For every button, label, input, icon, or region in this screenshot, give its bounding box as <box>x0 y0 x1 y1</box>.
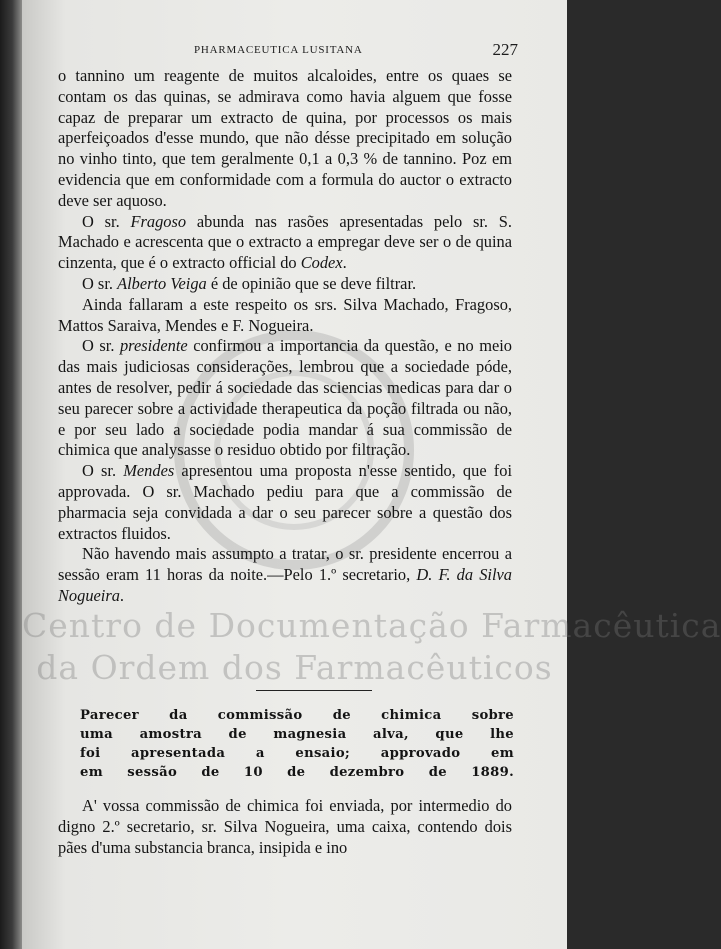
page-header <box>58 40 518 60</box>
running-title: PHARMACEUTICA LUSITANA <box>194 44 363 56</box>
body-text <box>58 66 512 607</box>
paragraph-2 <box>58 212 512 274</box>
watermark-line-2: da Ordem dos Farmacêuticos <box>36 648 553 687</box>
section-paragraph-1: A' vossa commissão de chimica foi enviada, por intermedio do digno 2.º secretario, sr. Silva Nogueira, uma caixa, contendo dois pães d'uma substancia branca, insipida e ino <box>58 796 512 857</box>
paragraph-7 <box>58 544 512 606</box>
paragraph-3 <box>58 274 512 295</box>
scan-binding-edge <box>0 0 22 949</box>
paragraph-3-text-b: é de opinião que se deve filtrar. <box>206 273 417 293</box>
speaker-name-mendes: Mendes <box>123 461 175 481</box>
codex-title: Codex <box>300 253 343 273</box>
paragraph-7-text-b: . <box>119 585 125 605</box>
paragraph-1: o tannino um reagente de muitos alcaloides, entre os quaes se contam os das quinas, se admirava como havia alguem que fosse capaz de preparar um extracto de quina, por processos os mais aperfeiçoados d'esse mundo, que não désse precipitado em solução no vinho tinto, que tem geralmente 0,1 a 0,3 % de tannino. Poz em evidencia que em conformidade com a formula do auctor o extracto deve ser aquoso. <box>58 66 512 210</box>
section-body <box>58 796 512 858</box>
watermark-line-1: Centro de Documentação Farmacêutica <box>22 606 721 645</box>
section-heading <box>80 706 514 782</box>
section-heading-line-2: uma amostra de magnesia alva, que lhe <box>80 727 514 742</box>
page-number: 227 <box>492 40 518 59</box>
section-heading-line-4: em sessão de 10 de dezembro de 1889. <box>80 765 514 780</box>
paragraph-6 <box>58 461 512 544</box>
paragraph-2-text-a: O sr. <box>82 211 131 231</box>
section-heading-line-3: foi apresentada a ensaio; approvado em <box>80 746 514 761</box>
section-divider <box>256 690 372 691</box>
paragraph-7-text-a: Não havendo mais assumpto a tratar, o sr. presidente encerrou a sessão eram 11 horas da noite.—Pelo 1.º secretario, <box>58 544 512 585</box>
paragraph-5 <box>58 336 512 461</box>
paragraph-3-text-a: O sr. <box>82 273 118 293</box>
section-heading-line-1: Parecer da commissão de chimica sobre <box>80 708 514 723</box>
paragraph-5-text-a: O sr. <box>82 336 120 356</box>
speaker-name-presidente: presidente <box>119 336 188 356</box>
paragraph-6-text-b: apresentou uma proposta n'esse sentido, que foi approvada. O sr. Machado pediu para que a commissão de pharmacia seja convidada a dar o seu parecer sobre a questão dos extractos fluidos. <box>58 461 512 543</box>
paragraph-2-text-c: . <box>342 253 347 273</box>
speaker-name-veiga: Alberto Veiga <box>117 273 207 293</box>
paragraph-2-text-b: abunda nas rasões apresentadas pelo sr. S. Machado e acrescenta que o extracto a empregar deve ser o de quina cinzenta, que é o extracto official do <box>58 211 512 273</box>
speaker-name-fragoso: Fragoso <box>130 211 187 231</box>
paragraph-5-text-b: confirmou a importancia da questão, e no meio das mais judiciosas considerações, lembrou que a sociedade póde, antes de resolver, pedir á sociedade das sciencias medicas para dar o seu parecer sobre a actividade therapeutica da poção filtrada ou não, e por seu lado a sociedade podia mandar á sua commissão de chimica que analysasse o residuo obtido por filtração. <box>58 336 513 460</box>
secretary-signature: D. F. da Silva Nogueira <box>58 565 512 605</box>
paragraph-4: Ainda fallaram a este respeito os srs. Silva Machado, Fragoso, Mattos Saraiva, Mendes e F. Nogueira. <box>58 294 512 335</box>
paragraph-6-text-a: O sr. <box>82 461 124 481</box>
